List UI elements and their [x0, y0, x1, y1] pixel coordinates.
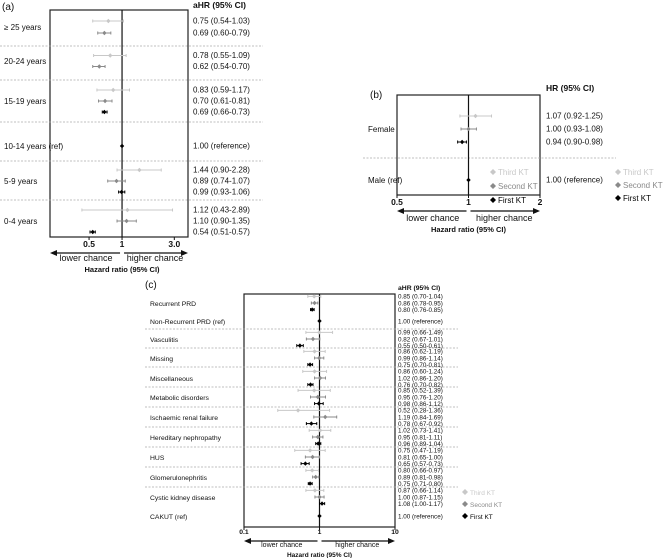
hr-value-label: 0.69 (0.60-0.79): [193, 28, 250, 38]
arrow-left-icon: [50, 250, 57, 256]
hr-value-label: 1.19 (0.84-1.69): [398, 414, 443, 422]
hr-point-marker: [308, 481, 312, 485]
group-label: HUS: [150, 455, 165, 462]
arrow-right-icon: [388, 538, 395, 544]
hr-value-label: 0.75 (0.70-0.81): [398, 361, 443, 369]
hr-value-label: 0.80 (0.66-0.97): [398, 467, 443, 475]
plot-frame: [50, 10, 188, 237]
x-tick-label: 0.5: [391, 197, 403, 207]
hr-value-label: 1.00 (reference): [546, 175, 603, 185]
legend-label: Second KT: [470, 502, 503, 509]
arrow-right-icon: [533, 208, 540, 214]
legend-label: First KT: [623, 194, 651, 203]
group-label: Hereditary nephropathy: [150, 435, 222, 442]
hr-value-label: 0.55 (0.50-0.61): [398, 342, 443, 350]
hr-value-label: 0.75 (0.47-1.19): [398, 447, 443, 455]
hr-point-marker: [312, 301, 316, 305]
hr-point-marker: [308, 362, 312, 366]
hr-point-marker: [102, 110, 106, 114]
group-label: Non-Recurrent PRD (ref): [150, 319, 226, 326]
group-label: Miscellaneous: [150, 376, 194, 383]
hr-point-marker: [313, 475, 317, 479]
hr-point-marker: [320, 501, 324, 505]
hr-point-marker: [97, 64, 101, 68]
hr-point-marker: [310, 455, 314, 459]
hr-value-label: 1.07 (0.92-1.25): [546, 111, 603, 121]
hr-point-marker: [318, 428, 322, 432]
legend-label: Third KT: [470, 490, 495, 497]
x-axis-title: Hazard ratio (95% CI): [84, 265, 160, 274]
hr-point-marker: [466, 127, 470, 131]
hr-value-label: 1.12 (0.43-2.89): [193, 205, 250, 215]
group-label: ≥ 25 years: [4, 23, 42, 32]
legend-label: Second KT: [498, 182, 538, 191]
higher-chance-label: higher chance: [126, 253, 184, 263]
group-label: 15-19 years: [4, 97, 47, 106]
hr-value-label: 0.86 (0.60-1.24): [398, 368, 443, 376]
legend-marker: [490, 183, 496, 189]
hr-point-marker: [106, 19, 110, 23]
x-tick-label: 3.0: [168, 239, 181, 249]
hr-value-label: 0.85 (0.52-1.39): [398, 387, 443, 395]
hr-point-marker: [311, 337, 315, 341]
ci-header: HR (95% CI): [546, 83, 595, 93]
group-label: 0-4 years: [4, 217, 38, 226]
legend-label: First KT: [498, 196, 526, 205]
ci-header: aHR (95% CI): [193, 0, 246, 10]
hr-point-marker: [308, 448, 312, 452]
group-label: 5-9 years: [4, 177, 38, 186]
group-label: Cystic kidney disease: [150, 495, 216, 502]
x-tick-label: 0.5: [83, 239, 95, 249]
x-tick-label: 1: [466, 197, 471, 207]
legend-marker: [462, 489, 468, 495]
hr-value-label: 1.00 (0.93-1.08): [546, 124, 603, 134]
hr-point-marker: [102, 31, 106, 35]
hr-value-label: 0.94 (0.90-0.98): [546, 137, 603, 147]
hr-point-marker: [125, 208, 129, 212]
hr-point-marker: [120, 144, 124, 148]
x-tick-label: 10: [391, 529, 399, 536]
hr-value-label: 0.85 (0.70-1.04): [398, 293, 443, 301]
hr-value-label: 0.75 (0.71-0.80): [398, 480, 443, 488]
hr-value-label: 0.99 (0.66-1.49): [398, 329, 443, 337]
legend-marker: [462, 501, 468, 507]
hr-point-marker: [310, 468, 314, 472]
hr-point-marker: [124, 219, 128, 223]
hr-point-marker: [309, 421, 313, 425]
hr-point-marker: [312, 349, 316, 353]
hr-point-marker: [310, 307, 314, 311]
hr-value-label: 0.65 (0.57-0.73): [398, 460, 443, 468]
x-tick-label: 2: [537, 197, 543, 207]
x-tick-label: 1: [119, 239, 125, 249]
hr-value-label: 0.86 (0.78-0.95): [398, 300, 443, 308]
group-label: 10-14 years (ref): [4, 142, 64, 151]
hr-value-label: 1.00 (reference): [398, 318, 443, 326]
group-label: 20-24 years: [4, 57, 47, 66]
hr-value-label: 0.70 (0.61-0.81): [193, 96, 250, 106]
hr-value-label: 0.98 (0.86-1.12): [398, 400, 443, 408]
hr-value-label: 0.86 (0.62-1.19): [398, 348, 443, 356]
hr-value-label: 0.81 (0.65-1.00): [398, 454, 443, 462]
group-label: CAKUT (ref): [150, 514, 188, 521]
hr-point-marker: [313, 488, 317, 492]
hr-value-label: 0.89 (0.74-1.07): [193, 176, 250, 186]
hr-value-label: 1.10 (0.90-1.35): [193, 216, 250, 226]
hr-value-label: 0.89 (0.81-0.98): [398, 474, 443, 482]
hr-point-marker: [103, 99, 107, 103]
hr-point-marker: [460, 140, 464, 144]
hr-value-label: 0.52 (0.28-1.36): [398, 407, 443, 415]
hr-point-marker: [312, 294, 316, 298]
group-label: Glomerulonephritis: [150, 475, 208, 482]
hr-point-marker: [91, 230, 95, 234]
ci-header: aHR (95% CI): [398, 285, 441, 292]
panel-label: (b): [370, 90, 383, 101]
hr-point-marker: [318, 376, 322, 380]
hr-point-marker: [312, 388, 316, 392]
hr-value-label: 0.69 (0.66-0.73): [193, 107, 250, 117]
lower-chance-label: lower chance: [261, 542, 303, 549]
hr-value-label: 0.99 (0.93-1.06): [193, 187, 250, 197]
group-label: Ischaemic renal failure: [150, 415, 218, 422]
hr-value-label: 0.78 (0.55-1.09): [193, 50, 250, 60]
hr-point-marker: [303, 461, 307, 465]
group-label: Metabolic disorders: [150, 395, 209, 402]
hr-value-label: 0.76 (0.70-0.82): [398, 381, 443, 389]
hr-value-label: 1.02 (0.73-1.41): [398, 427, 443, 435]
hr-value-label: 1.00 (0.87-1.15): [398, 494, 443, 502]
arrow-left-icon: [397, 208, 404, 214]
hr-value-label: 1.00 (reference): [193, 141, 250, 151]
hr-point-marker: [312, 369, 316, 373]
x-tick-label: 1: [317, 529, 322, 536]
lower-chance-label: lower chance: [406, 213, 460, 223]
hr-point-marker: [317, 356, 321, 360]
legend-label: Third KT: [623, 168, 654, 177]
group-label: Missing: [150, 356, 174, 363]
hr-point-marker: [317, 330, 321, 334]
legend-marker: [490, 197, 496, 203]
group-label: Vasculitis: [150, 337, 179, 344]
legend-marker: [462, 513, 468, 519]
hr-value-label: 1.02 (0.86-1.20): [398, 375, 443, 383]
hr-value-label: 0.83 (0.59-1.17): [193, 85, 250, 95]
higher-chance-label: higher chance: [475, 213, 533, 223]
panel-label: (c): [145, 280, 157, 291]
hr-value-label: 0.75 (0.54-1.03): [193, 16, 250, 26]
hr-value-label: 1.44 (0.90-2.28): [193, 165, 250, 175]
hr-value-label: 0.95 (0.76-1.20): [398, 394, 443, 402]
higher-chance-label: higher chance: [335, 542, 380, 549]
panel-label: (a): [2, 2, 15, 13]
hr-value-label: 1.00 (reference): [398, 513, 443, 521]
legend-marker: [615, 169, 621, 175]
hr-point-marker: [317, 319, 321, 323]
hr-point-marker: [323, 415, 327, 419]
hr-point-marker: [296, 408, 300, 412]
hr-value-label: 0.82 (0.67-1.01): [398, 336, 443, 344]
hr-point-marker: [111, 88, 115, 92]
hr-value-label: 0.96 (0.89-1.04): [398, 440, 443, 448]
legend-marker: [615, 182, 621, 188]
hr-value-label: 0.80 (0.76-0.85): [398, 306, 443, 314]
legend-label: Second KT: [623, 181, 663, 190]
hr-value-label: 0.99 (0.86-1.14): [398, 355, 443, 363]
legend-marker: [490, 169, 496, 175]
hr-point-marker: [114, 179, 118, 183]
x-axis-title: Hazard ratio (95% CI): [286, 552, 353, 558]
hr-point-marker: [317, 495, 321, 499]
hr-value-label: 0.95 (0.81-1.11): [398, 434, 443, 442]
hr-point-marker: [466, 178, 470, 182]
arrow-left-icon: [244, 538, 251, 544]
hr-value-label: 0.78 (0.67-0.92): [398, 420, 443, 428]
x-tick-label: 0.1: [239, 529, 249, 536]
hr-value-label: 0.62 (0.54-0.70): [193, 61, 250, 71]
hr-point-marker: [473, 114, 477, 118]
hr-point-marker: [298, 343, 302, 347]
group-label: Female: [368, 125, 395, 134]
legend-marker: [615, 195, 621, 201]
hr-point-marker: [137, 168, 141, 172]
group-label: Recurrent PRD: [150, 301, 197, 308]
legend-label: First KT: [470, 514, 493, 521]
hr-point-marker: [108, 53, 112, 57]
hr-point-marker: [317, 514, 321, 518]
hr-value-label: 1.08 (1.00-1.17): [398, 500, 443, 508]
legend-label: Third KT: [498, 168, 529, 177]
group-label: Male (ref): [368, 176, 403, 185]
hr-point-marker: [317, 401, 321, 405]
hr-point-marker: [308, 382, 312, 386]
hr-point-marker: [119, 190, 123, 194]
hr-value-label: 0.87 (0.66-1.14): [398, 487, 443, 495]
lower-chance-label: lower chance: [59, 253, 113, 263]
x-axis-title: Hazard ratio (95% CI): [430, 225, 507, 234]
hr-value-label: 0.54 (0.51-0.57): [193, 227, 250, 237]
